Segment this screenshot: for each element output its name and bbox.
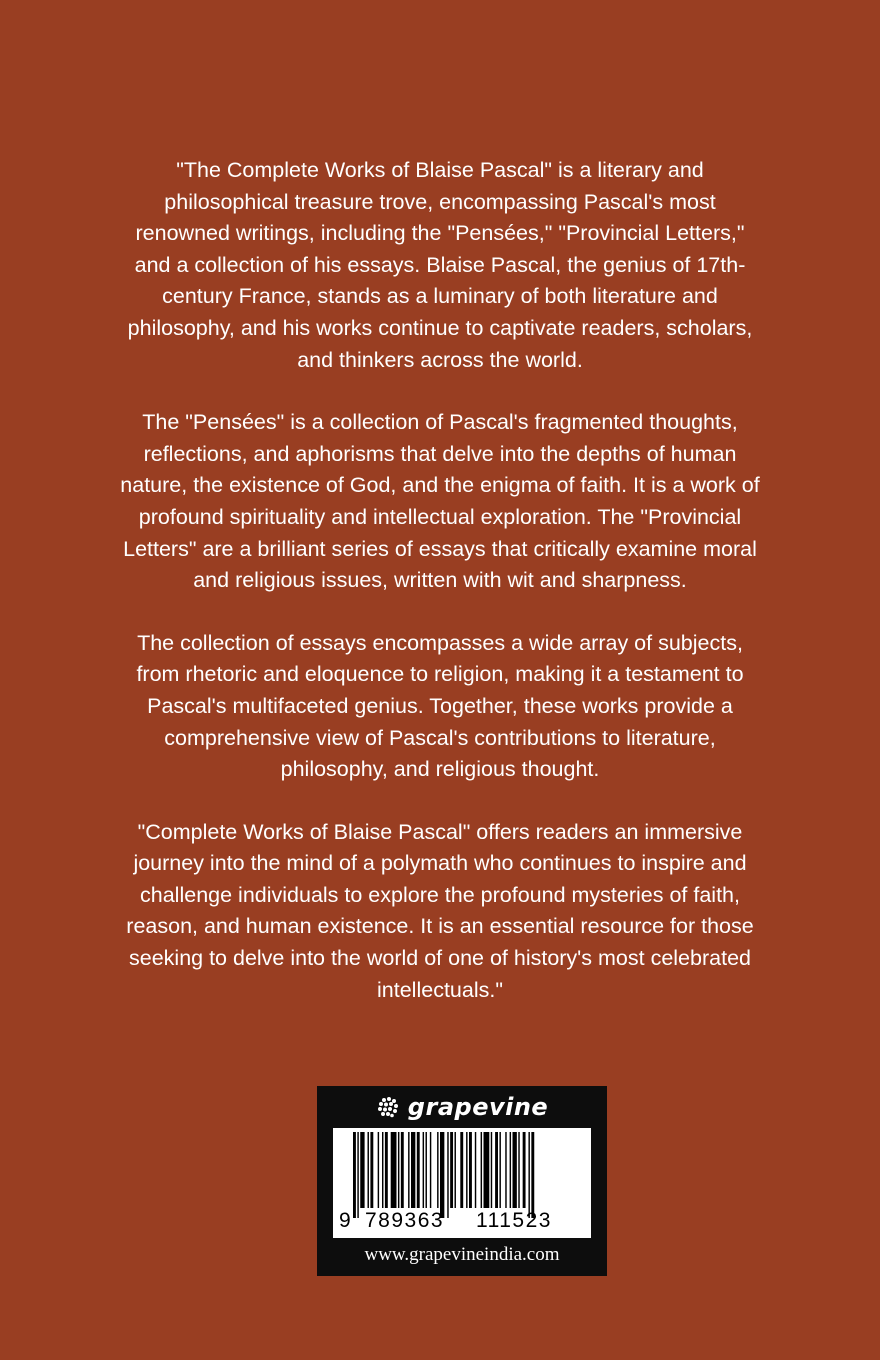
barcode-bar <box>353 1132 356 1218</box>
barcode-bar <box>430 1132 431 1208</box>
barcode-bar <box>385 1132 388 1208</box>
barcode-bar <box>475 1132 476 1208</box>
barcode-bar <box>370 1132 373 1208</box>
blurb-paragraph-4: "Complete Works of Blaise Pascal" offers readers an immersive journey into the mind of a polymath who continues to inspire and challenge individuals to explore the profound mysteries of faith, reason, and human existence. It is an essential resource for those seeking to delve into the world of one of history's most celebrated intellectuals." <box>126 819 754 1002</box>
barcode-bar <box>484 1132 490 1208</box>
publisher-website: www.grapevineindia.com <box>364 1244 560 1265</box>
barcode-bar <box>360 1132 364 1208</box>
barcode-bar <box>447 1132 448 1218</box>
barcode-bar <box>417 1132 420 1208</box>
barcode-bar <box>481 1132 482 1208</box>
barcode-bar <box>499 1132 500 1208</box>
barcode-bar <box>495 1132 498 1208</box>
barcode-bar <box>401 1132 404 1208</box>
barcode-bar <box>440 1132 444 1218</box>
barcode-bar <box>391 1132 397 1208</box>
barcode-bar <box>368 1132 369 1208</box>
barcode-bar <box>469 1132 472 1208</box>
barcode-bar <box>460 1132 463 1208</box>
barcode-bar <box>382 1132 383 1208</box>
isbn-right-digits: 111523 <box>476 1209 552 1232</box>
blurb-paragraph-1: "The Complete Works of Blaise Pascal" is a literary and philosophical treasure trove, encompassing Pascal's most renowned writings, including the "Pensées," "Provincial Letters," and a collection of his essays. Blaise Pascal, the genius of 17th-century France, stands as a luminary of both literature and philosophy, and his works continue to captivate readers, scholars, and thinkers across the world. <box>127 158 753 372</box>
publisher-logo <box>317 1092 607 1122</box>
barcode-bar <box>455 1132 456 1208</box>
publisher-barcode-block <box>317 1086 607 1276</box>
barcode-bar <box>398 1132 399 1208</box>
barcode-bar <box>423 1132 424 1208</box>
barcode-bar <box>466 1132 467 1208</box>
barcode-bar <box>357 1132 358 1218</box>
barcode-bar <box>531 1132 534 1218</box>
barcode-bar <box>491 1132 492 1208</box>
barcode-bar <box>411 1132 415 1208</box>
isbn-barcode <box>333 1128 591 1238</box>
barcode-bar <box>510 1132 511 1208</box>
back-cover-blurb <box>120 155 760 1037</box>
barcode-bar <box>513 1132 517 1208</box>
barcode-bar <box>378 1132 379 1208</box>
barcode-bar <box>450 1132 453 1208</box>
barcode-bar <box>528 1132 529 1218</box>
barcode-bar <box>518 1132 519 1208</box>
blurb-paragraph-3: The collection of essays encompasses a wide array of subjects, from rhetoric and eloquence to religion, making it a testament to Pascal's multifaceted genius. Together, these works provide a comprehensive view of Pascal's contributions to literature, philosophy, and religious thought. <box>136 630 744 782</box>
barcode-bar <box>505 1132 506 1208</box>
barcode-bar <box>437 1132 438 1208</box>
barcode-bar <box>408 1132 409 1208</box>
brain-dots-icon <box>376 1095 400 1119</box>
blurb-paragraph-2: The "Pensées" is a collection of Pascal's fragmented thoughts, reflections, and aphorisms that delve into the depths of human nature, the existence of God, and the enigma of faith. It is a work of profound spirituality and intellectual exploration. The "Provincial Letters" are a brilliant series of essays that critically examine moral and religious issues, written with wit and sharpness. <box>120 410 760 593</box>
barcode-bar <box>426 1132 427 1208</box>
isbn-lead-digit: 9 <box>339 1209 351 1232</box>
publisher-name: grapevine <box>407 1093 549 1121</box>
barcode-bar <box>523 1132 526 1208</box>
isbn-left-digits: 789363 <box>365 1209 445 1232</box>
